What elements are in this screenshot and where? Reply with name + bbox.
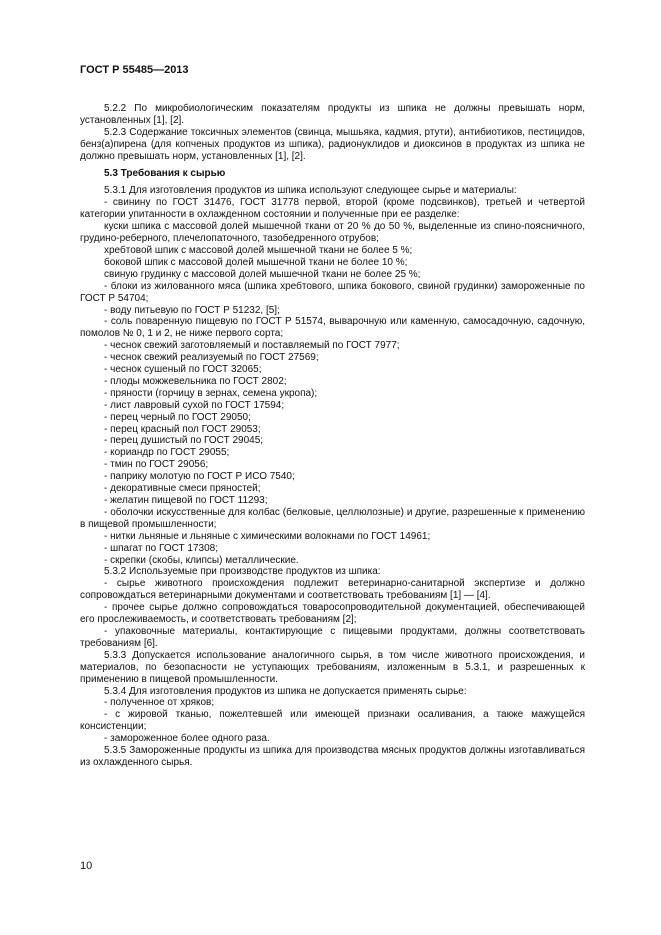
- list-item: - пряности (горчицу в зернах, семена укропа);: [104, 387, 318, 399]
- list-item: - чеснок сушеный по ГОСТ 32065;: [104, 364, 262, 376]
- list-item: - тмин по ГОСТ 29056;: [104, 459, 209, 471]
- list-item: - чеснок свежий заготовляемый и поставляемый по ГОСТ 7977;: [104, 340, 400, 352]
- list-item: - прочее сырье должно сопровождаться товаросопроводительной документацией, обеспечивающей его прослеживаемость, и соответствовать требованиям [2];: [80, 602, 585, 626]
- paragraph: 5.3.5 Замороженные продукты из шпика для производства мясных продуктов должны изготавливаться из охлажденного сырья.: [80, 745, 585, 768]
- list-item: - оболочки искусственные для колбас (белковые, целлюлозные) и другие, разрешенные к применению в пищевой промышленности;: [80, 506, 585, 530]
- list-item: - с жировой тканью, пожелтевшей или имеющей признаки осаливания, а также мажущейся консистенции;: [80, 709, 585, 733]
- list-item: хребтовой шпик с массовой долей мышечной ткани не более 5 %;: [104, 244, 413, 256]
- list-item: - блоки из жилованного мяса (шпика хребтового, шпика бокового, свиной грудинки) замороженные по ГОСТ Р 54704;: [80, 280, 585, 304]
- list-item: - кориандр по ГОСТ 29055;: [104, 447, 230, 459]
- paragraph: 5.3.3 Допускается использование аналогичного сырья, в том числе животного происхождения, и материалов, по безопасности не уступающих требованиям, изложенным в 5.3.1, и разрешенных к применению в пищевой промышленности.: [80, 649, 585, 685]
- paragraph: 5.3.1 Для изготовления продуктов из шпика используют следующее сырье и материалы:: [104, 185, 517, 197]
- list-item: - декоративные смеси пряностей;: [104, 483, 261, 495]
- paragraph: 5.3.2 Используемые при производстве продуктов из шпика:: [104, 566, 381, 578]
- list-item: - желатин пищевой по ГОСТ 11293;: [104, 495, 268, 506]
- paragraph: 5.2.2 По микробиологическим показателям продукты из шпика не должны превышать норм, установленных [1], [2].: [80, 103, 585, 126]
- list-item: - сырье животного происхождения подлежит ветеринарно-санитарной экспертизе и должно сопровождаться ветеринарными документами и соответствовать требованиям [1] — [4].: [80, 578, 585, 602]
- paragraph: 5.3.4 Для изготовления продуктов из шпика не допускается применять сырье:: [104, 685, 467, 697]
- list-item: боковой шпик с массовой долей мышечной ткани не более 10 %;: [104, 256, 408, 268]
- list-item: - воду питьевую по ГОСТ Р 51232, [5];: [104, 304, 280, 316]
- list-item: - лист лавровый сухой по ГОСТ 17594;: [104, 399, 285, 411]
- paragraph: 5.2.3 Содержание токсичных элементов (свинца, мышьяка, кадмия, ртути), антибиотиков, пестицидов, бенз(а)пирена (для копченых продуктов из шпика), радионуклидов и диоксинов в продуктах из шпика не должно превышать норм, установленных [1], [2].: [80, 126, 585, 162]
- list-item: - полученное от хряков;: [104, 697, 215, 709]
- section-heading: 5.3 Требования к сырью: [104, 167, 226, 179]
- document-header: ГОСТ Р 55485—2013: [80, 64, 189, 76]
- list-item: - перец черный по ГОСТ 29050;: [104, 411, 251, 423]
- list-item: - плоды можжевельника по ГОСТ 2802;: [104, 375, 287, 387]
- list-item: - перец душистый по ГОСТ 29045;: [104, 435, 264, 447]
- list-item: свиную грудинку с массовой долей мышечной ткани не более 25 %;: [104, 268, 421, 280]
- list-item: - свинину по ГОСТ 31476, ГОСТ 31778 первой, второй (кроме подсвинков), третьей и четвертой категории упитанности в охлажденном состоянии и полученные при ее разделке:: [80, 197, 585, 221]
- page-number: 10: [80, 860, 93, 872]
- document-body: [80, 103, 585, 769]
- list-item: - чеснок свежий реализуемый по ГОСТ 27569;: [104, 352, 319, 364]
- list-item: куски шпика с массовой долей мышечной ткани от 20 % до 50 %, выделенные из спино-поясничного, грудино-реберного, плечелопаточного, тазобедренного отрубов;: [80, 221, 585, 245]
- list-item: - перец красный пол ГОСТ 29053;: [104, 423, 261, 435]
- list-item: - нитки льняные и льняные с химическими волокнами по ГОСТ 14961;: [104, 530, 431, 542]
- list-item: - замороженное более одного раза.: [104, 733, 270, 745]
- list-item: - шпагат по ГОСТ 17308;: [104, 542, 218, 554]
- list-item: - скрепки (скобы, клипсы) металлические.: [104, 554, 299, 566]
- list-item: - паприку молотую по ГОСТ Р ИСО 7540;: [104, 471, 295, 483]
- list-item: - соль поваренную пищевую по ГОСТ Р 51574, выварочную или каменную, самосадочную, садочную, помолов № 0, 1 и 2, не ниже первого сорта;: [80, 316, 585, 340]
- list-item: - упаковочные материалы, контактирующие с пищевыми продуктами, должны соответствовать требованиям [6].: [80, 625, 585, 649]
